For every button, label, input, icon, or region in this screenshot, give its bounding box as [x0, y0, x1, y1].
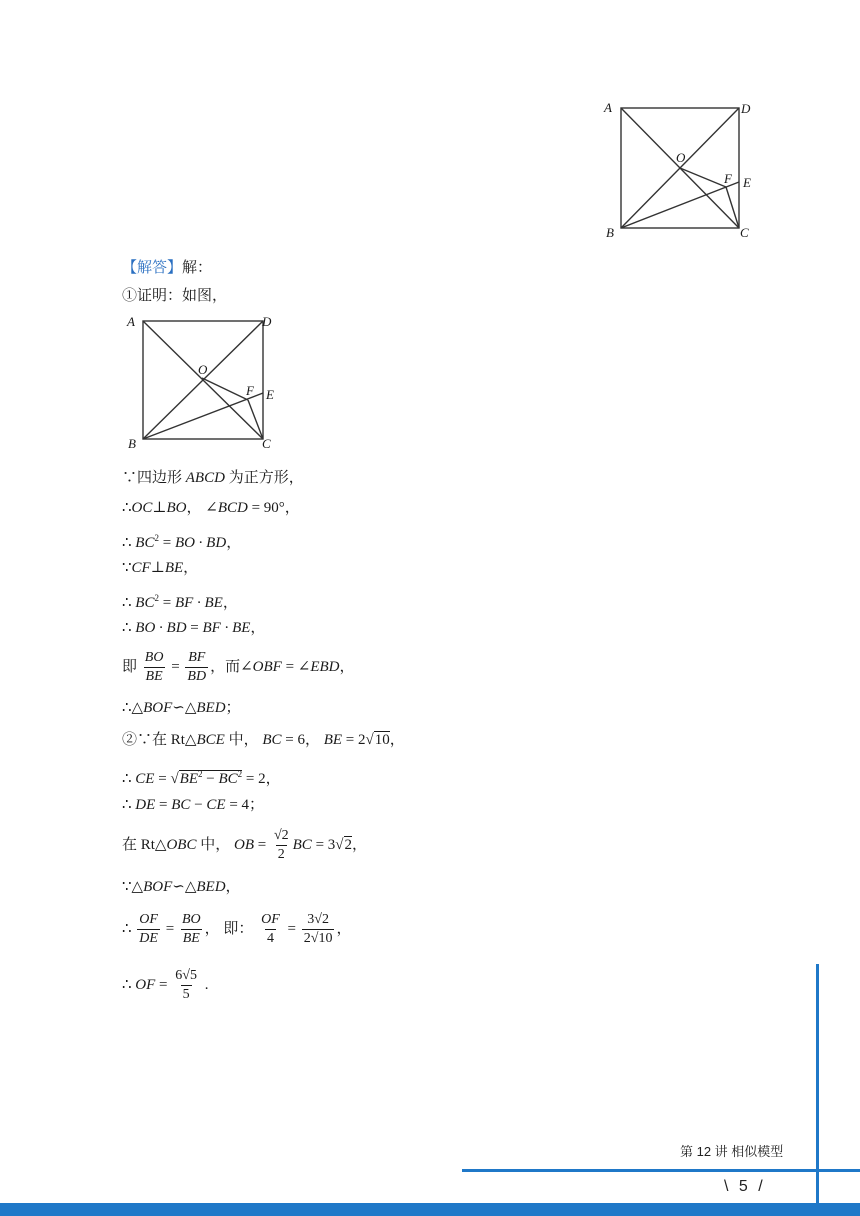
proof-line-15: ∴ OF = $\frac{6√5}{5}$ .: [122, 968, 209, 1003]
label-C: C: [740, 225, 749, 240]
label-C-2: C: [262, 436, 271, 451]
proof-line-12: 在 Rt△OBC 中， OB = $\frac{√2}{2}$ BC = 3√2，: [122, 828, 368, 863]
proof-line-4: ∵CF⊥BE，: [122, 560, 199, 576]
label-E-2: E: [266, 387, 274, 402]
proof-line-1: ∵四边形 ABCD 为正方形，: [122, 470, 304, 486]
label-B-2: B: [128, 436, 136, 451]
footer-rule: [462, 1169, 860, 1172]
bottom-band: [0, 1203, 860, 1216]
solution-tag: 【解答】: [122, 260, 183, 276]
label-A: A: [604, 100, 612, 115]
label-A-2: A: [127, 314, 135, 329]
proof-line-11: ∴ DE = BC − CE = 4；: [122, 797, 265, 813]
lecture-title: 第 12 讲 相似模型: [680, 1144, 784, 1159]
label-E: E: [743, 175, 751, 190]
right-vertical-rule: [816, 964, 819, 1204]
figure-square-solution: [122, 310, 292, 460]
label-F: F: [724, 171, 732, 186]
proof-line-6: ∴ BO · BD = BF · BE，: [122, 620, 266, 636]
label-O-2: O: [198, 362, 208, 377]
proof-line-8: ∴△BOF∽△BED；: [122, 700, 241, 716]
label-D: D: [741, 101, 751, 116]
proof-line-13: ∵△BOF∽△BED，: [122, 879, 241, 895]
proof-line-14: ∴ $\frac{OF}{DE}$ = $\frac{BO}{BE}$ ， 即： $\frac{OF}{4}$ = $\frac{3√2}{2√10}$ ，: [122, 912, 352, 947]
label-O: O: [676, 150, 686, 165]
proof-line-7: 即 $\frac{BO}{BE}$ = $\frac{BF}{BD}$ ，而∠OBF = ∠EBD，: [122, 650, 355, 685]
proof-line-2: ∴OC⊥BO， ∠BCD = 90°，: [122, 500, 300, 516]
proof-line-5: ∴ $BC^2$ = BF · BE，: [122, 593, 238, 611]
solution-heading: [122, 258, 212, 278]
page-number: \ 5 /: [724, 1178, 766, 1195]
figure-square-top: [596, 96, 766, 246]
solution-lead: 解：: [182, 260, 213, 276]
proof-line-9: ②∵在 Rt△BCE 中， BC = 6， BE = 2√10，: [122, 732, 405, 748]
part1-intro: ①证明：如图，: [122, 288, 228, 304]
label-F-2: F: [246, 383, 254, 398]
label-B: B: [606, 225, 614, 240]
proof-line-3: ∴ $BC^2$ = BO · BD，: [122, 533, 242, 551]
label-D-2: D: [262, 314, 272, 329]
proof-line-10: ∴ CE = $√BE^2 - BC^2 = 2$，: [122, 769, 281, 787]
